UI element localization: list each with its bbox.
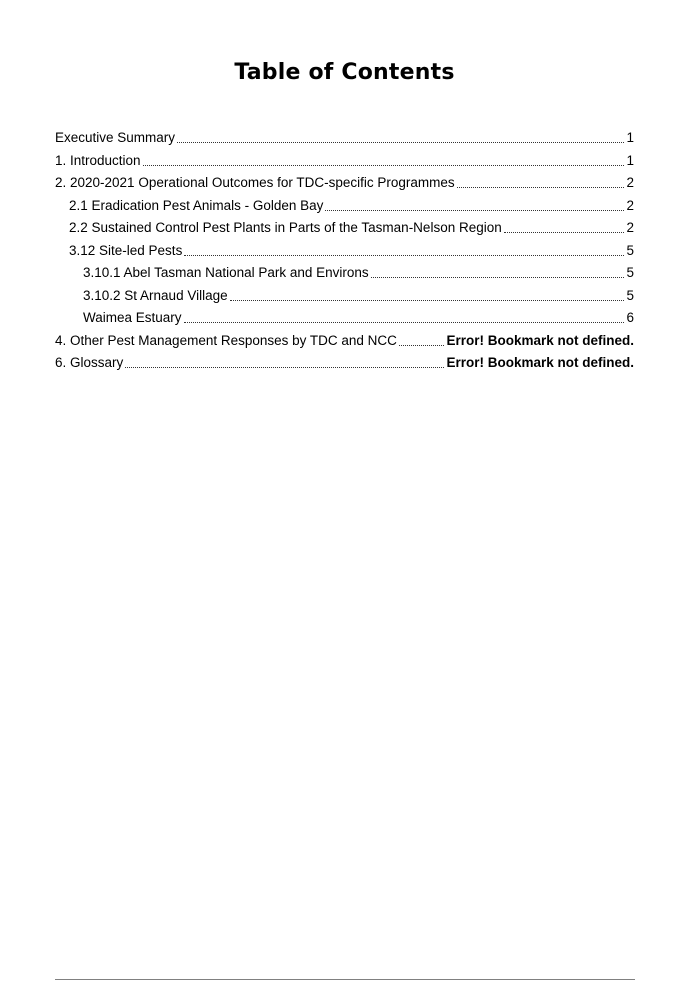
footer-divider xyxy=(55,979,635,980)
toc-entry-error-text: Error! Bookmark not defined. xyxy=(446,355,634,370)
toc-entry-st-arnaud-village[interactable] xyxy=(55,285,634,308)
toc-entry-label: 2. 2020-2021 Operational Outcomes for TDC-specific Programmes xyxy=(55,175,455,190)
toc-entry-label: 1. Introduction xyxy=(55,152,141,168)
toc-entry-page-number: 2 xyxy=(626,220,634,235)
toc-entry-operational-outcomes[interactable] xyxy=(55,172,634,195)
toc-entry-label: 4. Other Pest Management Responses by TDC and NCC xyxy=(55,332,397,348)
toc-entry-page-number: 2 xyxy=(626,175,634,190)
toc-entry-label: 2.2 Sustained Control Pest Plants in Parts of the Tasman-Nelson Region xyxy=(69,220,502,235)
toc-entry-eradication-pest-animals[interactable] xyxy=(55,195,634,218)
toc-entry-executive-summary[interactable] xyxy=(55,127,634,150)
toc-entry-other-pest-management[interactable] xyxy=(55,330,634,353)
toc-entry-abel-tasman[interactable] xyxy=(55,262,634,285)
dot-leader xyxy=(399,334,445,348)
toc-entry-page-number: 6 xyxy=(626,310,634,325)
dot-leader xyxy=(504,221,625,235)
toc-entry-waimea-estuary[interactable] xyxy=(55,307,634,330)
page-title: Table of Contents xyxy=(234,60,455,85)
dot-leader xyxy=(177,131,624,145)
toc-entry-label: 6. Glossary xyxy=(55,355,124,370)
toc-entry-site-led-pests[interactable] xyxy=(55,240,634,263)
toc-entry-label: 3.10.2 St Arnaud Village xyxy=(83,287,228,303)
toc-entry-error-text: Error! Bookmark not defined. xyxy=(446,332,634,348)
toc-entry-page-number: 5 xyxy=(626,265,634,280)
toc-entry-label: 3.12 Site-led Pests xyxy=(69,242,183,258)
dot-leader xyxy=(125,356,444,370)
toc-entry-glossary[interactable] xyxy=(55,352,634,375)
toc-entry-page-number: 5 xyxy=(626,287,634,303)
dot-leader xyxy=(371,266,625,280)
toc-entry-label: Waimea Estuary xyxy=(83,310,182,325)
dot-leader xyxy=(457,176,625,190)
toc-entry-sustained-control-pest-plants[interactable] xyxy=(55,217,634,240)
toc-entry-label: 2.1 Eradication Pest Animals - Golden Bay xyxy=(69,197,324,213)
toc-entry-page-number: 5 xyxy=(626,242,634,258)
toc-entry-page-number: 1 xyxy=(626,152,634,168)
dot-leader xyxy=(230,289,625,303)
toc-entry-label: Executive Summary xyxy=(55,130,176,145)
dot-leader xyxy=(184,244,624,258)
toc-entry-page-number: 1 xyxy=(626,130,634,145)
toc-entry-introduction[interactable] xyxy=(55,150,634,173)
dot-leader xyxy=(143,154,625,168)
dot-leader xyxy=(325,199,624,213)
dot-leader xyxy=(184,311,625,325)
toc-entry-label: 3.10.1 Abel Tasman National Park and Environs xyxy=(83,265,369,280)
table-of-contents xyxy=(55,127,634,375)
toc-entry-page-number: 2 xyxy=(626,197,634,213)
